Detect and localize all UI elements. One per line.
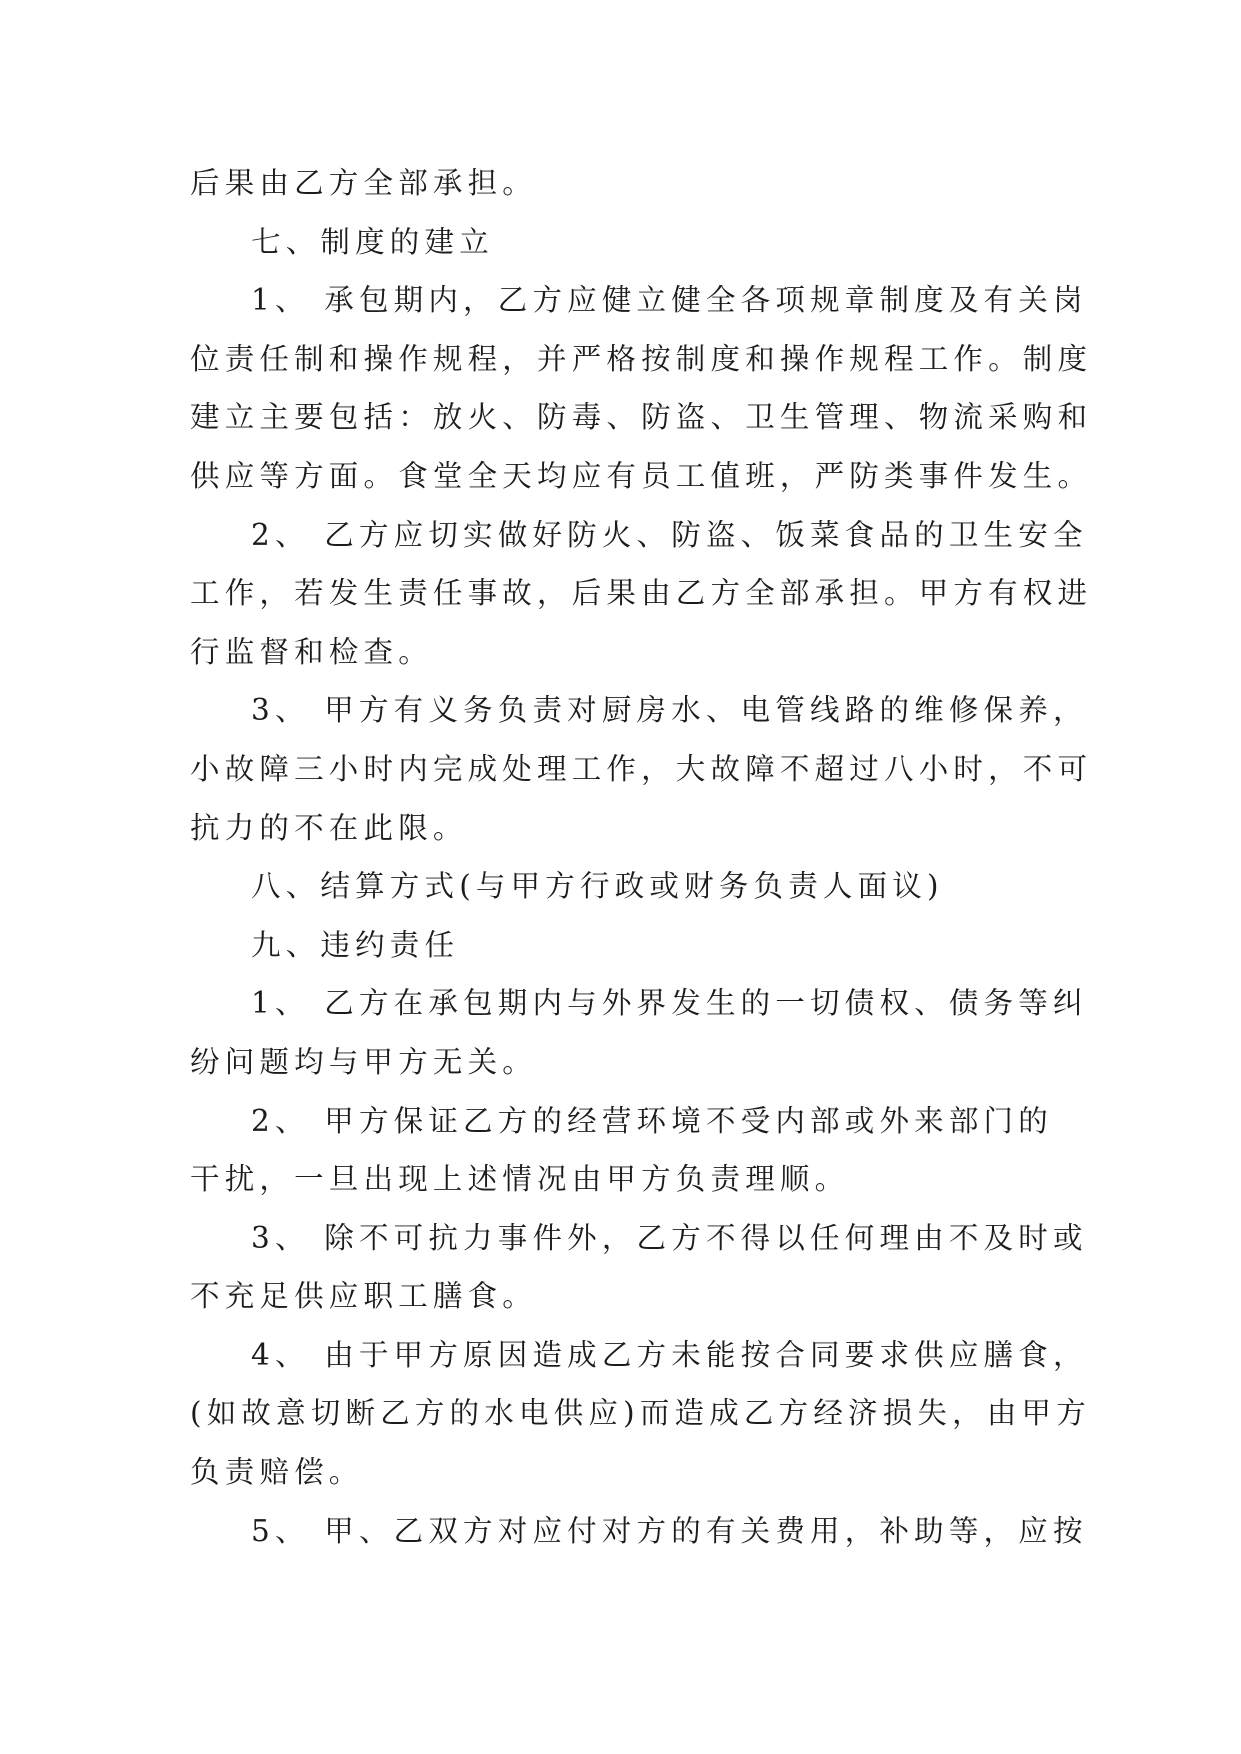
- text-line: 2、 乙方应切实做好防火、防盗、饭菜食品的卫生安全: [251, 517, 1088, 552]
- text-line: 4、 由于甲方原因造成乙方未能按合同要求供应膳食，: [251, 1337, 1088, 1372]
- section-heading-9: 九、违约责任: [251, 927, 460, 962]
- text-line: 5、 甲、乙双方对应付对方的有关费用，补助等，应按: [251, 1513, 1088, 1548]
- text-line: 3、 甲方有义务负责对厨房水、电管线路的维修保养，: [251, 693, 1088, 728]
- text-line: 1、 承包期内，乙方应健立健全各项规章制度及有关岗: [251, 283, 1088, 318]
- text-line: 负责赔偿。: [190, 1455, 364, 1490]
- text-line: 供应等方面。食堂全天均应有员工值班，严防类事件发生。: [190, 458, 1093, 493]
- text-line: 后果由乙方全部承担。: [190, 166, 538, 200]
- document-body: [190, 154, 1093, 1560]
- text-line: 2、 甲方保证乙方的经营环境不受内部或外来部门的: [251, 1103, 1053, 1138]
- text-line: 小故障三小时内完成处理工作，大故障不超过八小时，不可: [190, 751, 1093, 786]
- text-line: 建立主要包括：放火、防毒、防盗、卫生管理、物流采购和: [190, 400, 1093, 435]
- text-line: 纷问题均与甲方无关。: [190, 1044, 538, 1079]
- text-line: 1、 乙方在承包期内与外界发生的一切债权、债务等纠: [251, 986, 1088, 1021]
- text-line: 干扰，一旦出现上述情况由甲方负责理顺。: [190, 1162, 850, 1197]
- text-line: 位责任制和操作规程，并严格按制度和操作规程工作。制度: [190, 341, 1093, 376]
- section-heading-8: 八、结算方式(与甲方行政或财务负责人面议): [251, 869, 944, 904]
- section-heading-7: 七、制度的建立: [251, 224, 494, 259]
- text-line: 抗力的不在此限。: [190, 810, 468, 845]
- text-line: 不充足供应职工膳食。: [190, 1279, 538, 1314]
- text-line: 行监督和检查。: [190, 634, 433, 669]
- text-line: 工作，若发生责任事故，后果由乙方全部承担。甲方有权进: [190, 576, 1093, 611]
- text-line: 3、 除不可抗力事件外，乙方不得以任何理由不及时或: [251, 1220, 1088, 1255]
- text-line: (如故意切断乙方的水电供应)而造成乙方经济损失，由甲方: [190, 1396, 1091, 1431]
